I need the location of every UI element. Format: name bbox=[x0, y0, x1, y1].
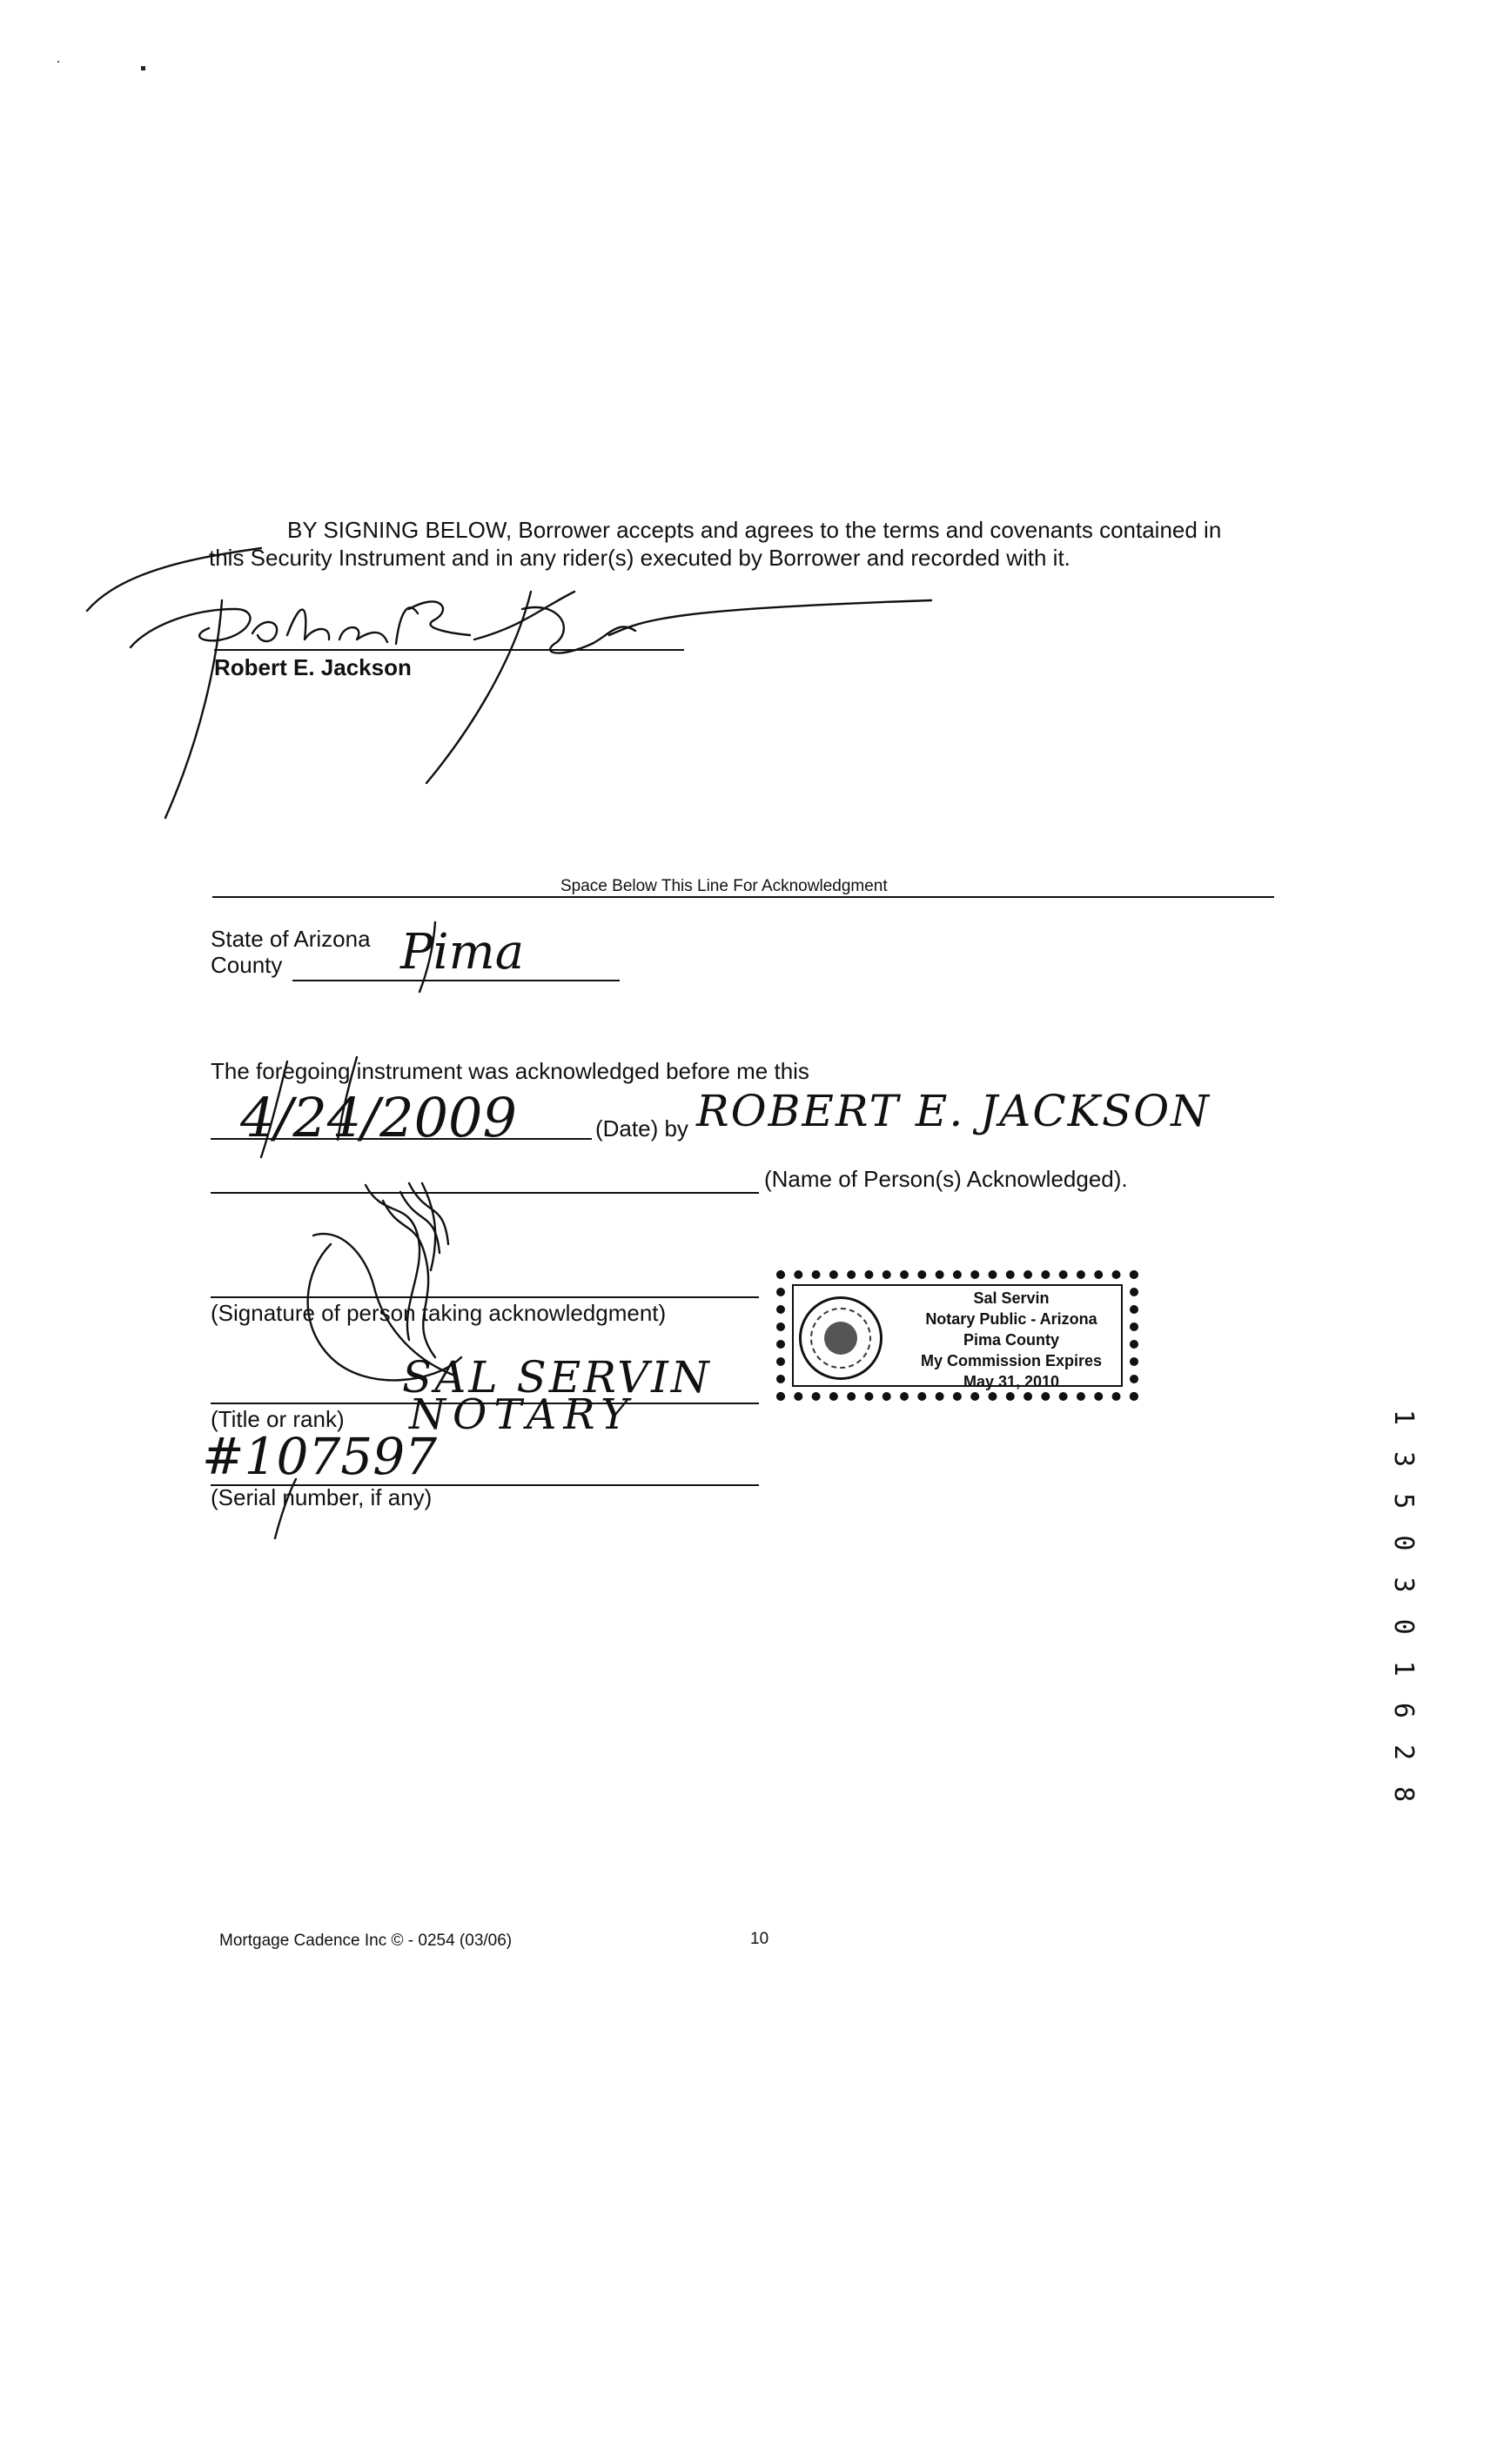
title-handwritten: NOTARY bbox=[409, 1390, 635, 1439]
stamp-line-name: Sal Servin bbox=[973, 1289, 1050, 1307]
title-label: (Title or rank) bbox=[211, 1406, 345, 1432]
county-handwritten: Pima bbox=[400, 924, 525, 981]
footer-form-id: Mortgage Cadence Inc © - 0254 (03/06) bbox=[219, 1932, 513, 1950]
serial-label: (Serial number, if any) bbox=[211, 1484, 433, 1510]
state-label: State of Arizona bbox=[211, 926, 371, 952]
stamp-line-county: Pima County bbox=[963, 1331, 1059, 1349]
person-name-line bbox=[211, 1192, 759, 1194]
scan-speck bbox=[141, 66, 145, 70]
stamp-line-commission: Notary Public - Arizona bbox=[925, 1310, 1097, 1328]
date-handwritten: 4/24/2009 bbox=[240, 1086, 517, 1149]
state-seal-icon bbox=[799, 1296, 883, 1380]
stamp-line-expires-label: My Commission Expires bbox=[920, 1352, 1103, 1369]
page-number: 10 bbox=[750, 1930, 769, 1948]
signing-paragraph-line2: this Security Instrument and in any rider(s) executed by Borrower and recorded with it. bbox=[209, 545, 1071, 571]
notary-name-handwritten: SAL SERVIN bbox=[402, 1352, 712, 1403]
serial-handwritten: #107597 bbox=[202, 1427, 438, 1486]
notary-signature-label: (Signature of person taking acknowledgment) bbox=[211, 1300, 667, 1326]
acknowledgment-intro: The foregoing instrument was acknowledged before me this bbox=[211, 1058, 809, 1084]
person-label: (Name of Person(s) Acknowledged). bbox=[764, 1166, 1128, 1192]
borrower-signature-line bbox=[214, 649, 684, 651]
scan-speck bbox=[57, 61, 59, 63]
notary-signature-line bbox=[211, 1296, 759, 1298]
stamp-line-expires-date: May 31, 2010 bbox=[963, 1373, 1060, 1390]
date-label: (Date) by bbox=[595, 1115, 688, 1142]
notary-stamp-text bbox=[898, 1288, 1124, 1392]
acknowledgment-caption: Space Below This Line For Acknowledgment bbox=[560, 877, 888, 895]
borrower-signature bbox=[87, 548, 931, 818]
signing-paragraph-line1: BY SIGNING BELOW, Borrower accepts and agrees to the terms and covenants contained in bbox=[287, 517, 1222, 543]
recording-number: 1 3 5 0 3 0 1 6 2 8 bbox=[1388, 1409, 1419, 1808]
borrower-name: Robert E. Jackson bbox=[214, 654, 412, 680]
county-label: County bbox=[211, 952, 283, 978]
person-handwritten: ROBERT E. JACKSON bbox=[696, 1086, 1211, 1136]
notary-signature bbox=[308, 1183, 461, 1380]
notary-stamp bbox=[776, 1270, 1138, 1401]
seal-core bbox=[824, 1322, 857, 1355]
